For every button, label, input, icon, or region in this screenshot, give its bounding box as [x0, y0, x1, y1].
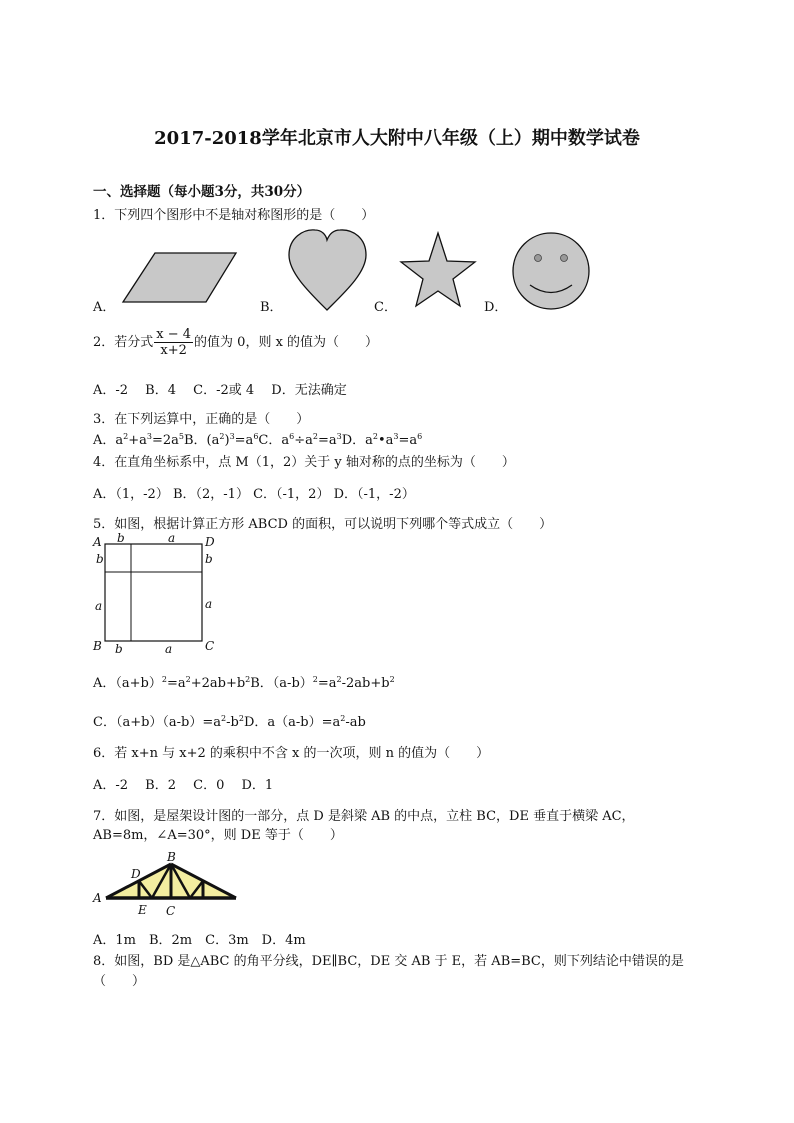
vertex-d: D	[205, 535, 215, 549]
q3-c-text: =a	[317, 433, 337, 448]
label-bottom-a: a	[165, 642, 173, 656]
label-right-b: b	[205, 552, 213, 566]
q5-b-text: -2ab+b	[341, 676, 390, 691]
q3-b-exp: 6	[253, 432, 259, 441]
q5-b-text: B．（a-b）	[250, 676, 313, 691]
q3-b-exp: 3	[229, 432, 235, 441]
q3-a-text: A．a	[93, 433, 124, 448]
q2-fraction	[154, 327, 193, 358]
question-7-stem-line1: 7．如图，是屋架设计图的一部分，点 D 是斜梁 AB 的中点，立柱 BC，DE 垂直于横梁 AC，	[93, 809, 635, 824]
q3-d-text: D．a	[341, 433, 373, 448]
q5-c-exp: 2	[238, 714, 244, 723]
parallelogram-icon	[123, 253, 236, 302]
q3-c-exp: 6	[289, 432, 295, 441]
smiley-face-icon	[513, 233, 589, 309]
q5-d-text: -ab	[345, 715, 366, 730]
q3-b-text: )	[224, 433, 230, 448]
q5-c-text: -b	[226, 715, 239, 730]
q3-c-exp: 2	[312, 432, 318, 441]
label-left-b: b	[96, 552, 104, 566]
label-right-a: a	[205, 597, 213, 611]
q3-a-exp: 3	[146, 432, 152, 441]
q3-c-exp: 3	[336, 432, 342, 441]
q4-options: A．（1，-2） B．（2，-1） C．（-1，2） D．（-1，-2）	[93, 487, 415, 502]
q5-c-text: C．（a+b）（a-b）=a	[93, 715, 222, 730]
q2-denominator: x+2	[160, 343, 187, 358]
page-title: 2017-2018学年北京市人大附中八年级（上）期中数学试卷	[154, 128, 640, 149]
q3-a-exp: 2	[123, 432, 129, 441]
vertex-c: C	[205, 639, 215, 653]
heart-icon	[289, 230, 366, 310]
q5-a-text: =a	[166, 676, 186, 691]
vertex-a: A	[93, 535, 102, 549]
q2-suffix: 的值为 0，则 x 的值为（ ）	[194, 335, 379, 350]
q7-options: A．1m B．2m C．3m D．4m	[93, 933, 306, 948]
q3-d-exp: 6	[417, 432, 423, 441]
section-heading: 一、选择题（每小题3分，共30分）	[93, 184, 311, 200]
label-bottom-b: b	[115, 642, 123, 656]
q5-a-exp: 2	[185, 675, 191, 684]
vertex-b: B	[93, 639, 102, 653]
q3-a-exp: 5	[178, 432, 184, 441]
label-top-b: b	[117, 531, 125, 545]
q5-b-exp: 2	[312, 675, 318, 684]
label-top-a: a	[168, 531, 176, 545]
q3-d-exp: 3	[393, 432, 399, 441]
question-7-stem-line2: AB=8m，∠A=30°，则 DE 等于（ ）	[93, 828, 343, 843]
q5-c-exp: 2	[221, 714, 227, 723]
q3-b-text: B．(a	[184, 433, 220, 448]
q3-d-text: =a	[398, 433, 418, 448]
q6-options: A．-2 B．2 C．0 D．1	[93, 778, 274, 793]
q5-a-text: +2ab+b	[190, 676, 246, 691]
q1-label-b: B．	[260, 300, 283, 315]
question-3-stem: 3．在下列运算中，正确的是（ ）	[93, 412, 310, 427]
q3-c-text: C．a	[258, 433, 290, 448]
q7-roof-truss-figure	[88, 848, 248, 922]
truss-label-c: C	[166, 904, 176, 918]
question-6-stem: 6．若 x+n 与 x+2 的乘积中不含 x 的一次项，则 n 的值为（ ）	[93, 746, 490, 761]
q5-a-exp: 2	[161, 675, 167, 684]
question-1-stem: 1．下列四个图形中不是轴对称图形的是（ ）	[93, 208, 375, 223]
q5-b-exp: 2	[389, 675, 395, 684]
question-2-stem	[93, 327, 378, 358]
truss-label-b: B	[167, 850, 176, 864]
q2-prefix: 2．若分式	[93, 335, 154, 350]
label-left-a: a	[95, 599, 103, 613]
q1-label-a: A．	[93, 300, 116, 315]
truss-label-d: D	[131, 867, 141, 881]
q5-options-ab	[93, 672, 395, 691]
q2-numerator: x − 4	[156, 327, 192, 342]
question-4-stem: 4．在直角坐标系中，点 M（1，2）关于 y 轴对称的点的坐标为（ ）	[93, 455, 515, 470]
question-5-stem: 5．如图，根据计算正方形 ABCD 的面积，可以说明下列哪个等式成立（ ）	[93, 517, 553, 532]
q5-square-figure	[88, 528, 228, 658]
question-8-stem-line1: 8．如图，BD 是△ABC 的角平分线，DE∥BC，DE 交 AB 于 E，若 AB=BC，则下列结论中错误的是	[93, 954, 684, 969]
square-abcd	[105, 544, 202, 641]
q5-b-text: =a	[317, 676, 337, 691]
q3-d-exp: 2	[372, 432, 378, 441]
q5-a-exp: 2	[245, 675, 251, 684]
question-8-stem-line2: （ ）	[93, 974, 146, 989]
q1-figures	[0, 225, 794, 320]
q3-a-text: +a	[128, 433, 147, 448]
truss-label-e: E	[138, 903, 147, 917]
q3-b-text: =a	[234, 433, 254, 448]
q3-c-text: ÷a	[294, 433, 313, 448]
truss-label-a: A	[93, 891, 102, 905]
q5-d-exp: 2	[340, 714, 346, 723]
q1-label-d: D．	[484, 300, 508, 315]
star-icon	[401, 233, 475, 306]
q3-options	[93, 429, 422, 448]
q5-a-text: A．（a+b）	[93, 676, 162, 691]
q1-label-c: C．	[374, 300, 397, 315]
q5-b-exp: 2	[336, 675, 342, 684]
q2-options: A．-2 B．4 C．-2或 4 D．无法确定	[93, 383, 347, 398]
q3-d-text: •a	[377, 433, 394, 448]
q3-b-exp: 2	[219, 432, 225, 441]
q3-a-text: =2a	[151, 433, 179, 448]
q5-d-text: D．a（a-b）=a	[243, 715, 341, 730]
q5-options-cd	[93, 711, 366, 730]
